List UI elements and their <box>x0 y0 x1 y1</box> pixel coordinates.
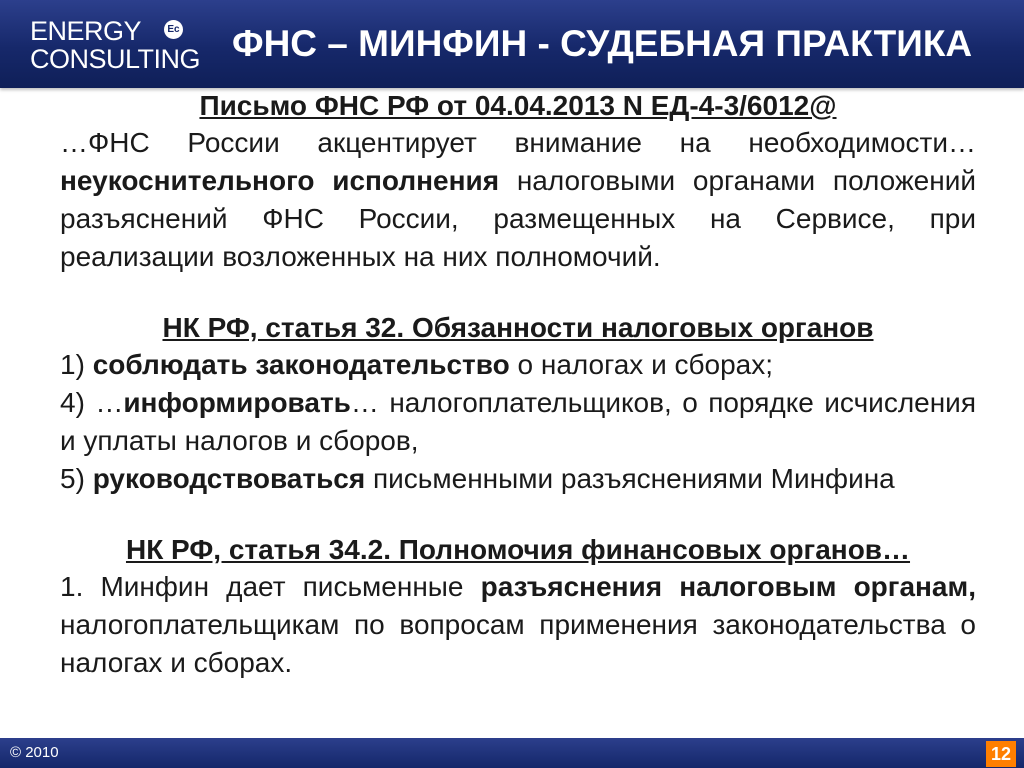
item-number: 5) <box>60 463 93 494</box>
slide-header <box>0 0 1024 88</box>
slide-title: ФНС – МИНФИН - СУДЕБНАЯ ПРАКТИКА <box>232 23 973 64</box>
slide-footer <box>0 738 1024 768</box>
article32-item-4 <box>60 384 976 460</box>
letter-bold-1: неукоснительного исполнения <box>60 165 500 196</box>
article32-heading: НК РФ, статья 32. Обязанности налоговых органов <box>162 312 874 343</box>
article32-item-1 <box>60 346 976 384</box>
article34-bold-1: разъяснения налоговым органам, <box>480 571 976 602</box>
article34-heading: НК РФ, статья 34.2. Полномочия финансовых органов… <box>125 534 911 565</box>
copyright-text: © 2010 <box>10 744 59 761</box>
letter-text-2: налоговыми органами положений разъяснений ФНС России, размещенных на Сервисе, при реализации возложенных на них полномочий. <box>60 165 976 272</box>
company-logo <box>30 14 200 74</box>
item-number: 4) … <box>60 387 124 418</box>
item-text: письменными разъяснениями Минфина <box>365 463 895 494</box>
slide-content <box>60 88 976 682</box>
article34-text-2: налогоплательщикам по вопросам применения законодательства о налогах и сборах. <box>60 609 976 678</box>
letter-paragraph <box>60 124 976 276</box>
letter-text-1: …ФНС России акцентирует внимание на необходимости… <box>60 127 976 158</box>
item-text: … налогоплательщиков, о порядке исчисления и уплаты налогов и сборов, <box>60 387 976 456</box>
article34-paragraph <box>60 568 976 682</box>
item-bold: руководствоваться <box>92 463 366 494</box>
item-bold: соблюдать законодательство <box>92 349 510 380</box>
logo-badge-icon: Ec <box>164 20 183 39</box>
logo-text-line2: CONSULTING <box>30 44 201 74</box>
page-number-badge: 12 <box>986 741 1016 767</box>
item-text: о налогах и сборах; <box>509 349 774 380</box>
item-bold: информировать <box>123 387 351 418</box>
logo-text-line1: ENERGY <box>30 16 142 46</box>
article32-item-5 <box>60 460 976 498</box>
item-number: 1) <box>60 349 93 380</box>
article34-text-1: 1. Минфин дает письменные <box>60 571 481 602</box>
letter-heading: Письмо ФНС РФ от 04.04.2013 N ЕД-4-3/6012@ <box>199 90 837 121</box>
